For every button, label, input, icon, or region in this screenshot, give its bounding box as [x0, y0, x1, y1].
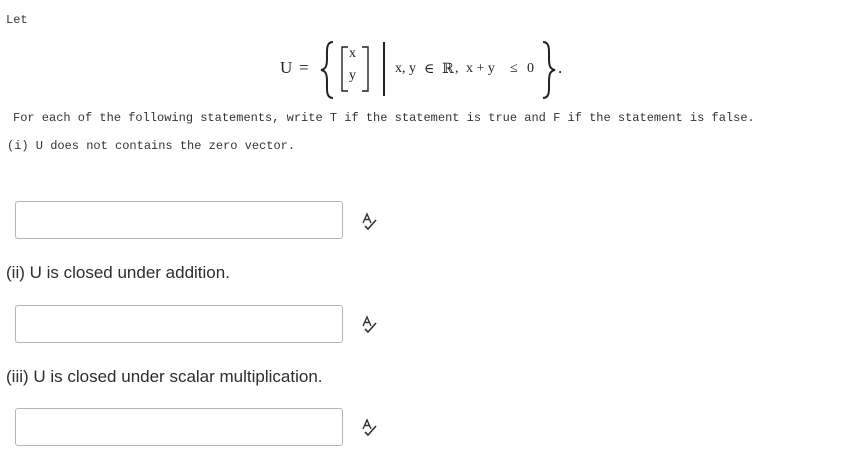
- question-1-label: (i) U does not contains the zero vector.: [7, 139, 296, 153]
- spellcheck-icon[interactable]: [360, 212, 378, 230]
- set-name: U: [280, 58, 293, 77]
- real-numbers-symbol: ℝ: [442, 62, 454, 77]
- right-curly-brace: [538, 40, 558, 100]
- leq-symbol: ≤: [510, 61, 518, 76]
- set-definition: [0, 0, 853, 110]
- period: .: [558, 58, 563, 77]
- spellcheck-icon[interactable]: [360, 315, 378, 333]
- question-1-answer-input[interactable]: [15, 201, 343, 239]
- question-2-label: (ii) U is closed under addition.: [6, 263, 230, 282]
- question-3-label: (iii) U is closed under scalar multiplication.: [6, 367, 323, 386]
- comma: ,: [455, 61, 459, 76]
- left-curly-brace: [318, 40, 338, 100]
- element-of-symbol: ∈: [424, 62, 435, 77]
- spellcheck-icon[interactable]: [360, 418, 378, 436]
- instructions-text: For each of the following statements, write T if the statement is true and F if the statement is false.: [13, 111, 755, 125]
- condition-vars: x, y: [395, 61, 416, 76]
- vector-bottom: y: [349, 68, 356, 83]
- question-3-answer-input[interactable]: [15, 408, 343, 446]
- condition-rhs: 0: [527, 61, 534, 76]
- let-label: Let: [6, 13, 28, 27]
- right-square-bracket: [360, 46, 370, 92]
- vector-top: x: [349, 46, 356, 61]
- such-that-bar: [383, 42, 385, 96]
- equals-sign: =: [299, 58, 309, 77]
- question-2-answer-input[interactable]: [15, 305, 343, 343]
- condition-lhs: x + y: [466, 61, 495, 76]
